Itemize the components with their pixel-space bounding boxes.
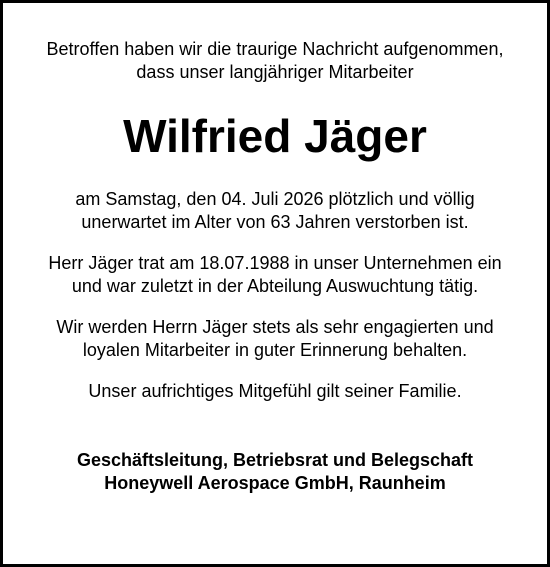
deceased-name: Wilfried Jäger bbox=[123, 110, 427, 162]
memory-line-2: loyalen Mitarbeiter in guter Erinnerung behalten. bbox=[82, 340, 468, 360]
career-paragraph bbox=[12, 252, 538, 298]
memory-paragraph bbox=[12, 316, 538, 362]
signature-line-1: Geschäftsleitung, Betriebsrat und Belegschaft bbox=[76, 450, 474, 470]
signature-block bbox=[12, 449, 538, 495]
death-line-2: unerwartet im Alter von 63 Jahren verstorben ist. bbox=[81, 212, 469, 232]
signature-line-2: Honeywell Aerospace GmbH, Raunheim bbox=[104, 473, 446, 493]
death-line-1: am Samstag, den 04. Juli 2026 plötzlich und völlig bbox=[75, 189, 475, 209]
memory-line-1: Wir werden Herrn Jäger stets als sehr engagierten und bbox=[56, 317, 494, 337]
intro-line-2: dass unser langjähriger Mitarbeiter bbox=[136, 62, 414, 82]
death-paragraph bbox=[12, 188, 538, 234]
condolence-paragraph bbox=[12, 380, 538, 403]
intro-paragraph bbox=[12, 38, 538, 84]
career-line-2: und war zuletzt in der Abteilung Auswuchtung tätig. bbox=[71, 276, 479, 296]
career-line-1: Herr Jäger trat am 18.07.1988 in unser Unternehmen ein bbox=[48, 253, 502, 273]
intro-line-1: Betroffen haben wir die traurige Nachricht aufgenommen, bbox=[46, 39, 504, 59]
condolence-line: Unser aufrichtiges Mitgefühl gilt seiner Familie. bbox=[88, 381, 462, 401]
obituary-notice bbox=[12, 0, 538, 495]
